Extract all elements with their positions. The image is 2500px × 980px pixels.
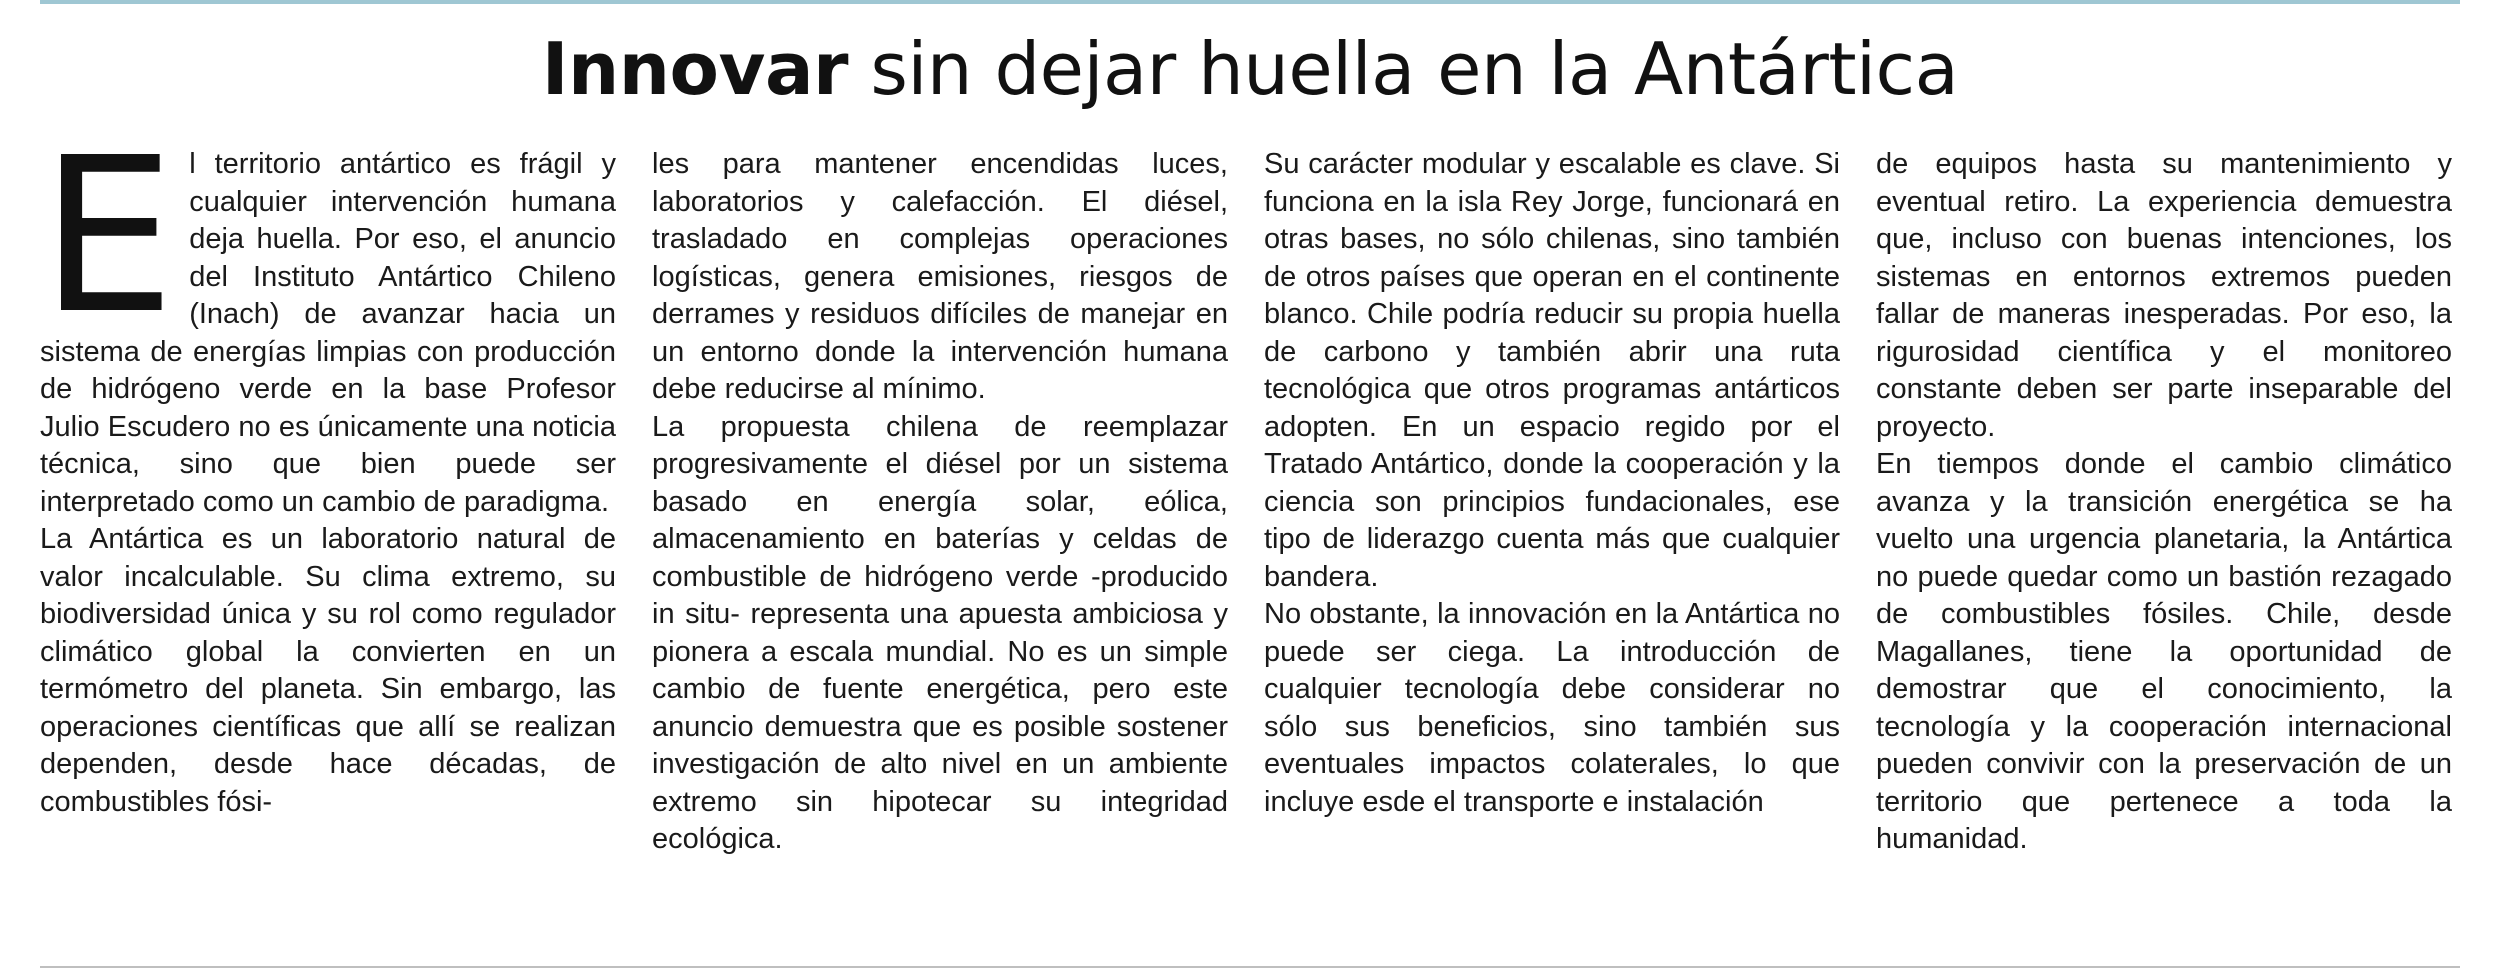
paragraph: No obstante, la innovación en la Antártica no puede ser ciega. La introducción de cualquier tecnología debe considerar no sólo sus beneficios, sino también sus eventuales impactos colaterales, lo que incluye esde el transporte e instalación (1264, 598, 1840, 818)
paragraph: de equipos hasta su mantenimiento y eventual retiro. La experiencia demuestra que, incluso con buenas intenciones, los sistemas en entornos extremos pueden fallar de maneras inesperadas. Por eso, la rigurosidad científica y el monitoreo constante deben ser parte inseparable del proyecto. (1876, 148, 2452, 443)
paragraph: La Antártica es un laboratorio natural de valor incalculable. Su clima extremo, su biodiversidad única y su rol como regulador climático global la convierten en un termómetro del planeta. Sin embargo, las operaciones científicas que allí se realizan dependen, desde hace décadas, de combustibles fósi- (40, 523, 616, 818)
headline-bold-word: Innovar (541, 27, 849, 111)
column-2 (652, 146, 1228, 956)
paragraph: En tiempos donde el cambio climático avanza y la transición energética se ha vuelto una urgencia planetaria, la Antártica no puede quedar como un bastión rezagado de combustibles fósiles. Chile, desde Magallanes, tiene la oportunidad de demostrar que el conocimiento, la tecnología y la cooperación internacional pueden convivir con la preservación de un territorio que pertenece a toda la humanidad. (1876, 448, 2452, 855)
bottom-rule (40, 966, 2460, 968)
drop-cap: E (40, 112, 176, 361)
headline-rest: sin dejar huella en la Antártica (848, 27, 1959, 111)
column-3 (1264, 146, 1840, 956)
paragraph: les para mantener encendidas luces, laboratorios y calefacción. El diésel, trasladado en complejas operaciones logísticas, genera emisiones, riesgos de derrames y residuos difíciles de manejar en un entorno donde la intervención humana debe reducirse al mínimo. (652, 148, 1228, 405)
column-4 (1876, 146, 2452, 956)
paragraph: La propuesta chilena de reemplazar progresivamente el diésel por un sistema basado en energía solar, eólica, almacenamiento en baterías y celdas de combustible de hidrógeno verde -producido in situ- representa una apuesta ambiciosa y pionera a escala mundial. No es un simple cambio de fuente energética, pero este anuncio demuestra que es posible sostener investigación de alto nivel en un ambiente extremo sin hipotecar su integridad ecológica. (652, 410, 1228, 855)
column-1 (40, 112, 616, 956)
article-headline (0, 27, 2500, 111)
article-body (40, 112, 2452, 956)
paragraph: l territorio antártico es frágil y cualquier intervención humana deja huella. Por eso, el anuncio del Instituto Antártico Chileno (Inach) de avanzar hacia un sistema de energías limpias con producción de hidrógeno verde en la base Profesor Julio Escudero no es únicamente una noticia técnica, sino que bien puede ser interpretado como un cambio de paradigma. (40, 148, 616, 518)
paragraph: Su carácter modular y escalable es clave. Si funciona en la isla Rey Jorge, funcionará en otras bases, no sólo chilenas, sino también de otros países que operan en el continente blanco. Chile podría reducir su propia huella de carbono y también abrir una ruta tecnológica que otros programas antárticos adopten. En un espacio regido por el Tratado Antártico, donde la cooperación y la ciencia son principios fundacionales, ese tipo de liderazgo cuenta más que cualquier bandera. (1264, 148, 1840, 593)
top-rule (40, 0, 2460, 4)
